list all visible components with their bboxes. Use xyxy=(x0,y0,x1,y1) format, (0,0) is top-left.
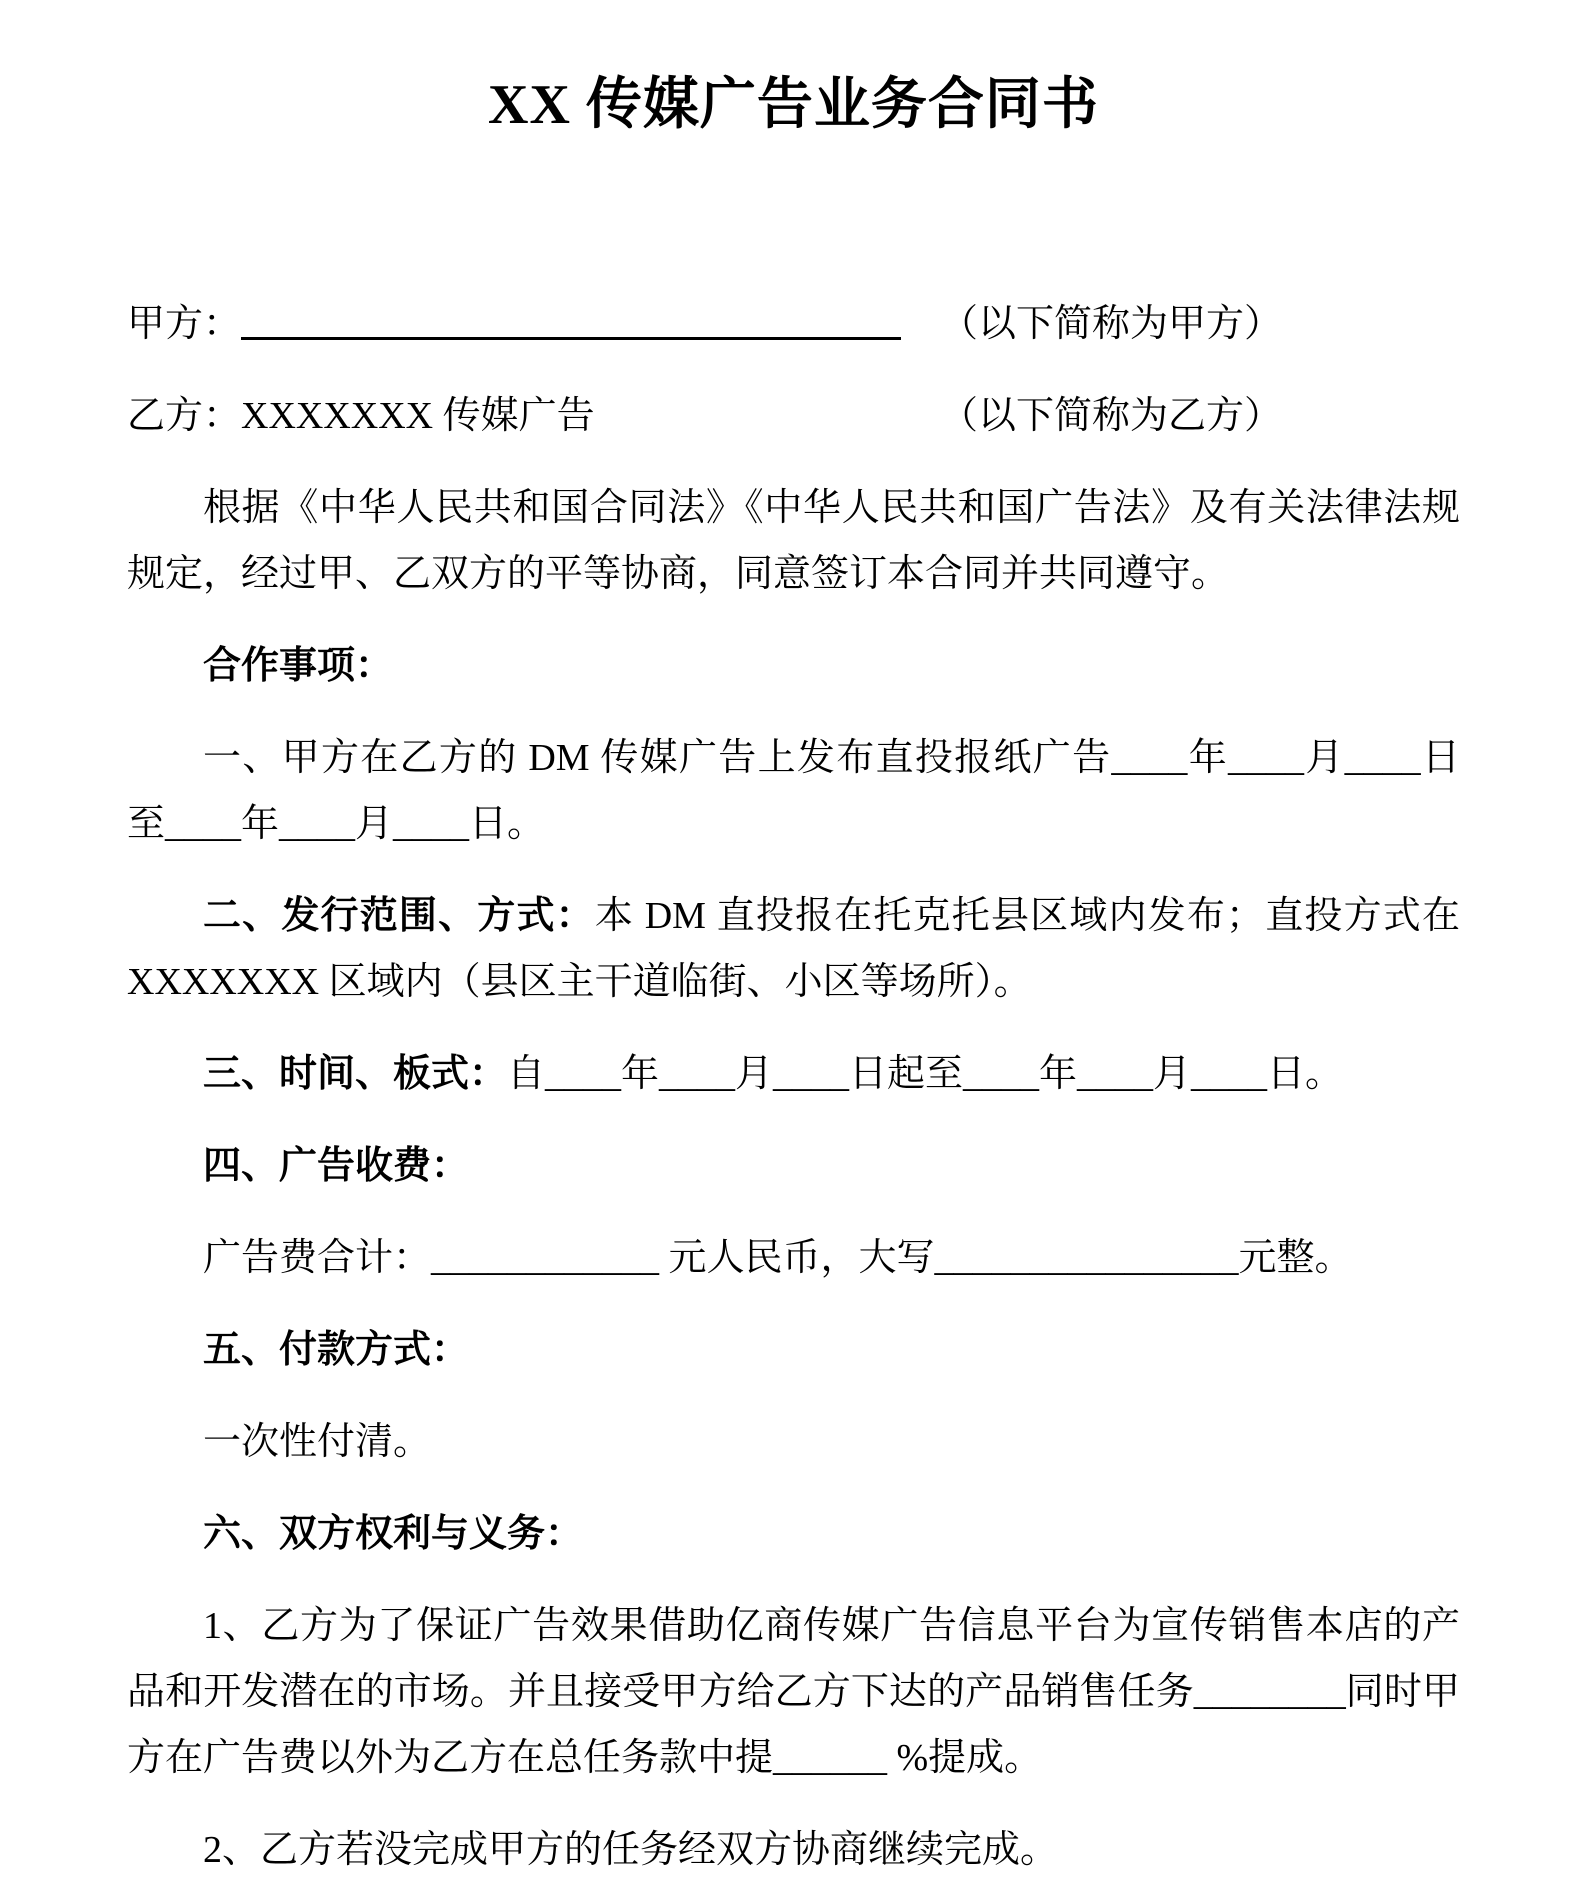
payment-method-line xyxy=(127,1409,1460,1475)
rights-item-2-text: 2、乙方若没完成甲方的任务经双方协商继续完成。 xyxy=(203,1829,1059,1872)
clause-3-text: 自____年____月____日起至____年____月____日。 xyxy=(507,1053,1344,1096)
party-b-note: （以下简称为乙方） xyxy=(940,395,1283,438)
party-a-main xyxy=(127,291,940,357)
rights-item-2 xyxy=(127,1817,1460,1883)
clause-5-payment-heading xyxy=(127,1317,1460,1383)
party-a-row xyxy=(127,291,1460,357)
clause-4-lead: 四、广告收费： xyxy=(203,1145,470,1188)
party-b-label: 乙方： xyxy=(127,395,242,438)
party-a-name-blank xyxy=(241,293,901,340)
preamble-paragraph: 根据《中华人民共和国合同法》《中华人民共和国广告法》及有关法律法规规定，经过甲、乙双方的平等协商，同意签订本合同并共同遵守。 xyxy=(127,487,1460,596)
document-title: XX 传媒广告业务合同书 xyxy=(488,74,1099,136)
party-a-note: （以下简称为甲方） xyxy=(940,303,1283,346)
party-b-row xyxy=(127,383,1460,449)
clause-1-publication xyxy=(127,725,1460,857)
cooperation-heading: 合作事项： xyxy=(203,645,394,688)
clause-6-lead: 六、双方权利与义务： xyxy=(203,1513,584,1556)
clause-2-text: 本 DM 直投报在托克托县区域内发布；直投方式在 XXXXXXX 区域内（县区主干道临街、小区等场所）。 xyxy=(127,895,1460,1004)
fee-total-line xyxy=(127,1225,1460,1291)
party-a-label: 甲方： xyxy=(127,303,242,346)
clause-4-fee-heading xyxy=(127,1133,1460,1199)
clause-2-lead: 二、发行范围、方式： xyxy=(203,895,595,938)
clause-6-rights-heading xyxy=(127,1501,1460,1567)
fee-total-text: 广告费合计：____________ 元人民币，大写________________元整。 xyxy=(203,1237,1353,1280)
party-b-value: XXXXXXX 传媒广告 xyxy=(241,395,595,438)
clause-1-text: 一、甲方在乙方的 DM 传媒广告上发布直投报纸广告____年____月____日至____年____月____日。 xyxy=(127,737,1460,846)
clause-3-lead: 三、时间、板式： xyxy=(203,1053,508,1096)
payment-method-text: 一次性付清。 xyxy=(203,1421,432,1464)
rights-item-1 xyxy=(127,1593,1460,1791)
clause-3-time-format xyxy=(127,1041,1460,1107)
party-b-main xyxy=(127,383,940,449)
clause-2-distribution xyxy=(127,883,1460,1015)
rights-item-1-text: 1、乙方为了保证广告效果借助亿商传媒广告信息平台为宣传销售本店的产品和开发潜在的市场。并且接受甲方给乙方下达的产品销售任务________同时甲方在广告费以外为乙方在总任务款中提______ %提成。 xyxy=(127,1605,1460,1780)
clause-5-lead: 五、付款方式： xyxy=(203,1329,470,1372)
